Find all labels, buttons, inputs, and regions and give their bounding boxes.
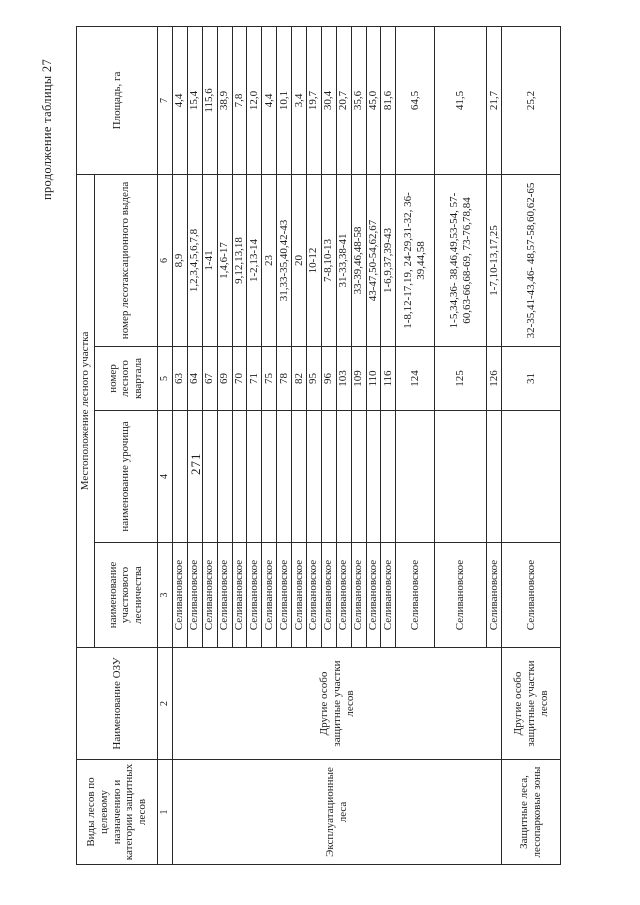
column-number: 3 [157, 543, 172, 648]
plots-cell: 1-7,10-13,17,25 [487, 174, 502, 346]
ozu-name-cell: Другие особо защитные участки лесов [172, 648, 501, 760]
column-number-row [157, 26, 172, 864]
header-area: Площадь, га [77, 26, 158, 174]
tract-cell [321, 411, 336, 543]
forestry-cell: Селивановское [336, 543, 351, 648]
forestry-cell: Селивановское [321, 543, 336, 648]
area-cell: 30,4 [321, 26, 336, 174]
tract-cell [502, 411, 561, 543]
column-number: 7 [157, 26, 172, 174]
quarter-cell: 64 [187, 347, 202, 411]
forestry-cell: Селивановское [396, 543, 435, 648]
area-cell: 7,8 [232, 26, 247, 174]
ozu-name-cell: Другие особо защитные участки лесов [502, 648, 561, 760]
plots-cell: 20 [292, 174, 307, 346]
area-cell: 12,0 [247, 26, 262, 174]
header-quarter: номер лесного квартала [94, 347, 157, 411]
plots-cell: 9,12,13,18 [232, 174, 247, 346]
plots-cell: 1,2,3,4,5,6,7,8 [187, 174, 202, 346]
column-number: 2 [157, 648, 172, 760]
area-cell: 4,4 [172, 26, 187, 174]
area-cell: 20,7 [336, 26, 351, 174]
forestry-cell: Селивановское [202, 543, 217, 648]
tract-cell [262, 411, 277, 543]
table-row [172, 26, 187, 864]
tract-cell [435, 411, 487, 543]
plots-cell: 10-12 [306, 174, 321, 346]
area-cell: 19,7 [306, 26, 321, 174]
forestry-cell: Селивановское [502, 543, 561, 648]
forestry-cell: Селивановское [366, 543, 381, 648]
plots-cell: 1-5,34,36- 38,46,49,53-54, 57-60,63-66,68-69, 73-76,78,84 [435, 174, 487, 346]
plots-cell: 33-39,46,48-58 [351, 174, 366, 346]
table-row [502, 26, 561, 864]
forestry-cell: Селивановское [435, 543, 487, 648]
quarter-cell: 96 [321, 347, 336, 411]
forest-type-cell: Эксплуатационные леса [172, 760, 501, 865]
table-continuation-caption: продолжение таблицы 27 [40, 58, 54, 200]
tract-cell [172, 411, 187, 543]
header-plots: номер лесотаксационного выдела [94, 174, 157, 346]
tract-cell [292, 411, 307, 543]
quarter-cell: 82 [292, 347, 307, 411]
quarter-cell: 95 [306, 347, 321, 411]
forestry-cell: Селивановское [351, 543, 366, 648]
quarter-cell: 31 [502, 347, 561, 411]
area-cell: 81,6 [381, 26, 396, 174]
header-tract: наименование урочища [94, 411, 157, 543]
quarter-cell: 75 [262, 347, 277, 411]
area-cell: 21,7 [487, 26, 502, 174]
area-cell: 15,4 [187, 26, 202, 174]
area-cell: 10,1 [277, 26, 292, 174]
forestry-cell: Селивановское [381, 543, 396, 648]
page-number: 271 [188, 452, 203, 475]
plots-cell: 1-8,12-17,19, 24-29,31-32, 36-39,44,58 [396, 174, 435, 346]
forestry-cell: Селивановское [217, 543, 232, 648]
tract-cell [336, 411, 351, 543]
area-cell: 3,4 [292, 26, 307, 174]
plots-cell: 23 [262, 174, 277, 346]
tract-cell [396, 411, 435, 543]
area-cell: 25,2 [502, 26, 561, 174]
quarter-cell: 69 [217, 347, 232, 411]
area-cell: 4,4 [262, 26, 277, 174]
tract-cell [232, 411, 247, 543]
tract-cell [366, 411, 381, 543]
plots-cell: 7-8,10-13 [321, 174, 336, 346]
quarter-cell: 110 [366, 347, 381, 411]
forestry-cell: Селивановское [306, 543, 321, 648]
plots-cell: 31,33-35,40,42-43 [277, 174, 292, 346]
plots-cell: 43-47,50-54,62,67 [366, 174, 381, 346]
area-cell: 115,6 [202, 26, 217, 174]
forestry-cell: Селивановское [277, 543, 292, 648]
header-ozu-name: Наименование ОЗУ [77, 648, 158, 760]
quarter-cell: 116 [381, 347, 396, 411]
quarter-cell: 125 [435, 347, 487, 411]
forestry-cell: Селивановское [232, 543, 247, 648]
quarter-cell: 70 [232, 347, 247, 411]
area-cell: 64,5 [396, 26, 435, 174]
column-number: 1 [157, 760, 172, 865]
area-cell: 45,0 [366, 26, 381, 174]
quarter-cell: 78 [277, 347, 292, 411]
forestry-cell: Селивановское [247, 543, 262, 648]
column-number: 5 [157, 347, 172, 411]
area-cell: 41,5 [435, 26, 487, 174]
tract-cell [306, 411, 321, 543]
forestry-cell: Селивановское [487, 543, 502, 648]
forestry-cell: Селивановское [172, 543, 187, 648]
header-forestry: наименование участкового лесничества [94, 543, 157, 648]
column-number: 6 [157, 174, 172, 346]
tract-cell [487, 411, 502, 543]
plots-cell: 32-35,41-43,46- 48,57-58,60,62-65 [502, 174, 561, 346]
tract-cell [381, 411, 396, 543]
forestry-cell: Селивановское [187, 543, 202, 648]
forestry-cell: Селивановское [292, 543, 307, 648]
quarter-cell: 109 [351, 347, 366, 411]
quarter-cell: 124 [396, 347, 435, 411]
header-location-group: Местоположение лесного участка [77, 174, 95, 647]
plots-cell: 8,9 [172, 174, 187, 346]
forestry-cell: Селивановское [262, 543, 277, 648]
tract-cell [277, 411, 292, 543]
quarter-cell: 63 [172, 347, 187, 411]
column-number: 4 [157, 411, 172, 543]
quarter-cell: 126 [487, 347, 502, 411]
area-cell: 35,6 [351, 26, 366, 174]
plots-cell: 1-41 [202, 174, 217, 346]
plots-cell: 1-2,13-14 [247, 174, 262, 346]
tract-cell [187, 411, 202, 543]
header-forest-type: Виды лесов по целевому назначению и категории защитных лесов [77, 760, 158, 865]
tract-cell [351, 411, 366, 543]
quarter-cell: 67 [202, 347, 217, 411]
plots-cell: 31-33,38-41 [336, 174, 351, 346]
plots-cell: 1-6,9,37,39-43 [381, 174, 396, 346]
forest-plots-table [76, 26, 561, 865]
tract-cell [217, 411, 232, 543]
quarter-cell: 103 [336, 347, 351, 411]
forest-type-cell: Защитные леса, лесопарковые зоны [502, 760, 561, 865]
plots-cell: 1,4,6-17 [217, 174, 232, 346]
tract-cell [247, 411, 262, 543]
area-cell: 38,9 [217, 26, 232, 174]
quarter-cell: 71 [247, 347, 262, 411]
tract-cell [202, 411, 217, 543]
